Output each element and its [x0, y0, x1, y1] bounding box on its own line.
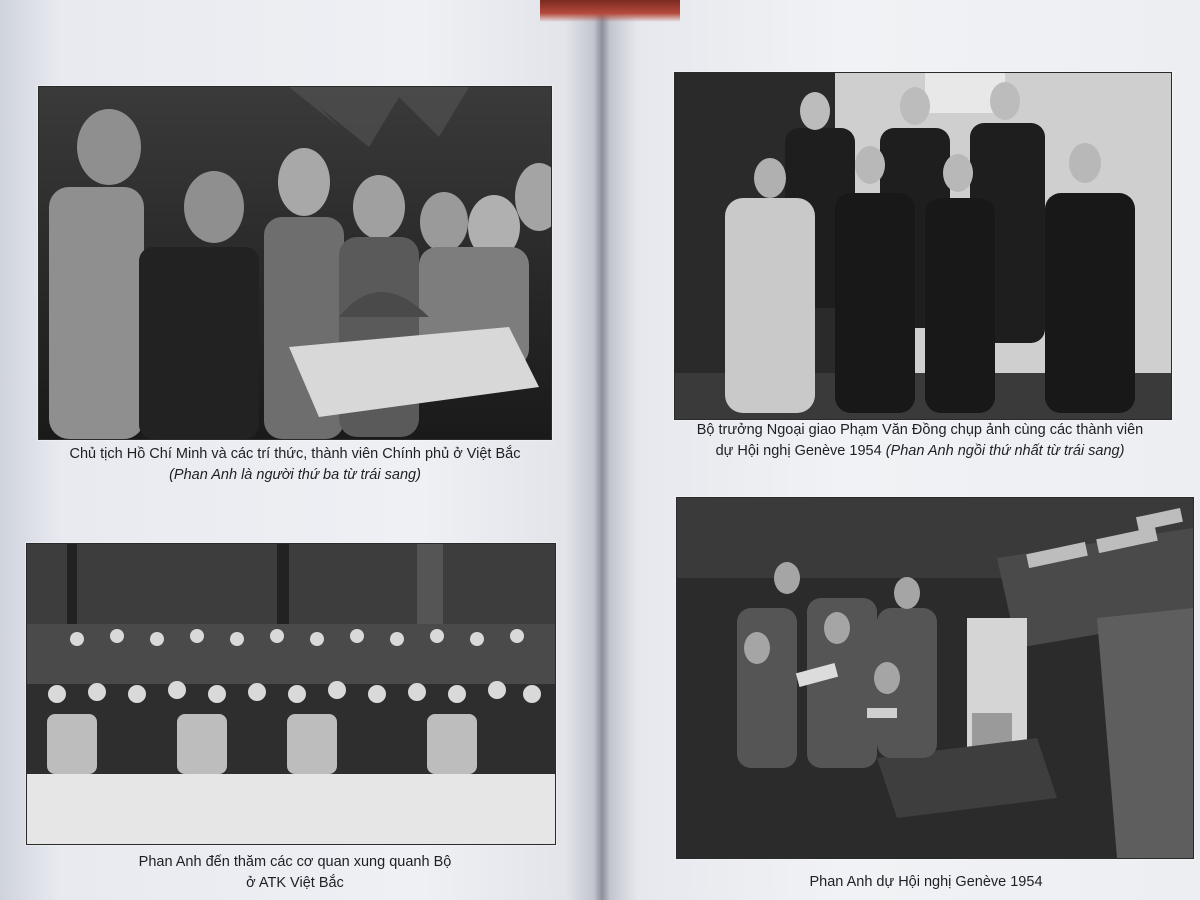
caption-photo-2: [30, 852, 560, 894]
book-gutter: [594, 0, 610, 900]
caption-photo-3: [640, 420, 1200, 462]
caption-photo-1: [30, 444, 560, 486]
caption-photo-4-line-1: Phan Anh dự Hội nghị Genève 1954: [809, 874, 1043, 890]
caption-photo-3-line-2: [640, 441, 1200, 462]
caption-photo-1-line-1: Chủ tịch Hồ Chí Minh và các trí thức, thành viên Chính phủ ở Việt Bắc: [69, 446, 521, 462]
caption-photo-3-line-2-italic: (Phan Anh ngồi thứ nhất từ trái sang): [885, 443, 1125, 459]
caption-photo-4: [646, 872, 1200, 893]
book-cover-edge: [540, 0, 680, 22]
caption-photo-1-line-2: (Phan Anh là người thứ ba từ trái sang): [169, 467, 421, 483]
photo-geneve-conference: [676, 497, 1194, 859]
caption-photo-2-line-2: ở ATK Việt Bắc: [246, 875, 344, 891]
caption-photo-3-line-2-text: dự Hội nghị Genève 1954: [715, 443, 886, 459]
photo-atk-viet-bac-group: [26, 543, 556, 845]
caption-photo-2-line-1: Phan Anh đến thăm các cơ quan xung quanh Bộ: [138, 854, 452, 870]
photo-pham-van-dong-delegation: [674, 72, 1172, 420]
caption-photo-3-line-1: Bộ trưởng Ngoại giao Phạm Văn Đồng chụp ảnh cùng các thành viên: [696, 422, 1144, 438]
photo-ho-chi-minh-viet-bac: [38, 86, 552, 440]
